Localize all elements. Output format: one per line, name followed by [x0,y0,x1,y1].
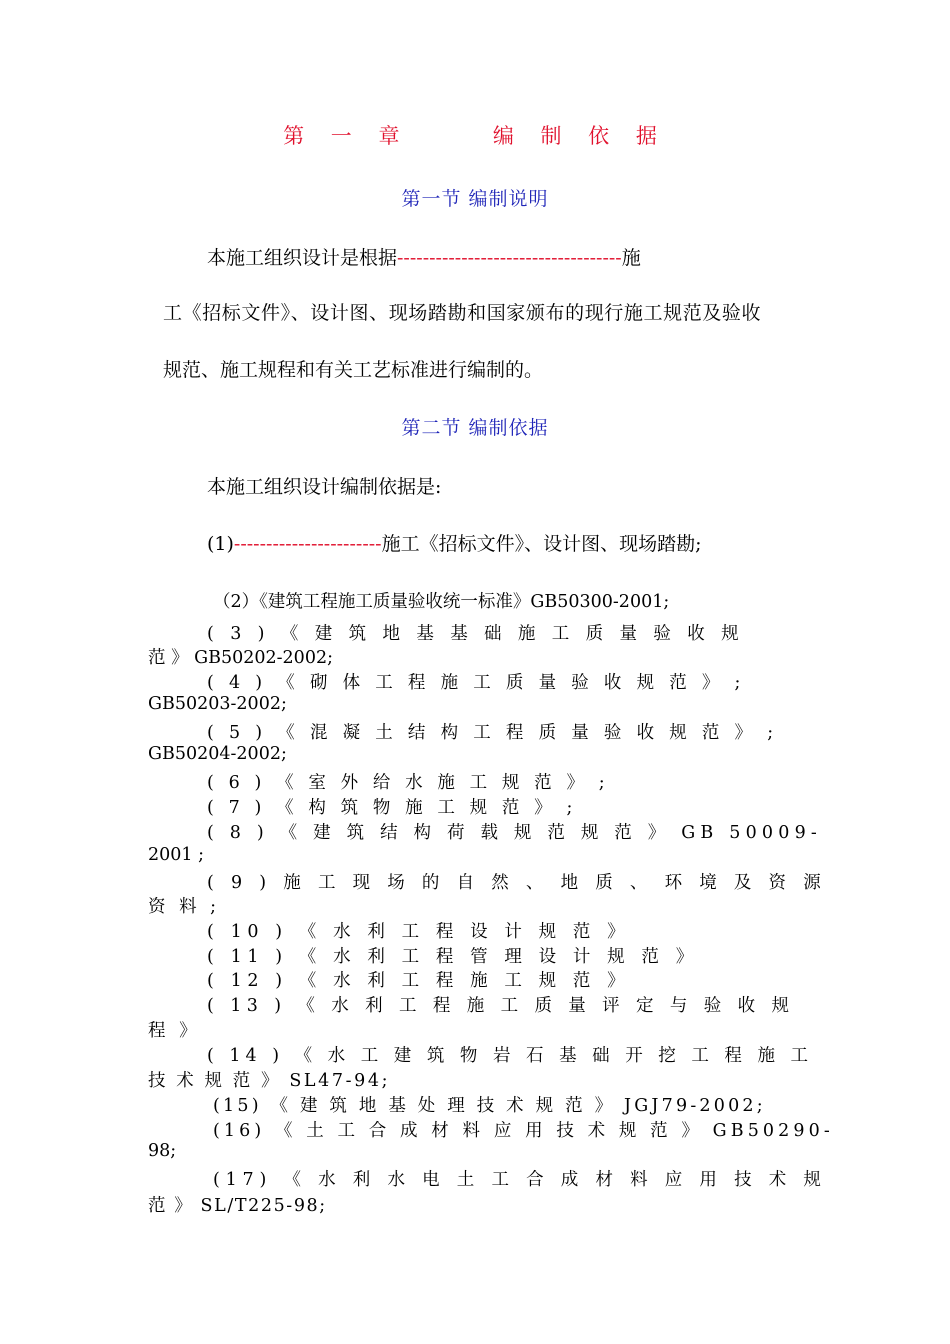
basis-item-12: ( 12 ) 《 水 利 工 程 施 工 规 范 》 [207,971,631,991]
basis-item-4-line-1: ( 4 ) 《 砌 体 工 程 施 工 质 量 验 收 规 范 》 ; [207,673,746,693]
basis-item-8-line-2: 2001 ; [148,845,204,865]
section-1-paragraph-line-3: 规范、施工规程和有关工艺标准进行编制的。 [163,359,544,381]
item-number: (1) [207,533,234,555]
basis-item-9-line-2: 资 料 ; [148,897,221,917]
basis-item-17-line-1: (17) 《 水 利 水 电 土 工 合 成 材 料 应 用 技 术 规 [213,1170,827,1190]
chapter-title: 第 一 章 编 制 依 据 [283,124,667,148]
basis-item-2: （2）《建筑工程施工质量验收统一标准》GB50300-2001; [213,592,670,612]
basis-item-6: ( 6 ) 《 室 外 给 水 施 工 规 范 》 ; [207,773,610,793]
basis-item-3-line-2: 范 》 GB50202-2002; [148,648,333,668]
basis-item-8-line-1: ( 8 ) 《 建 筑 结 构 荷 载 规 范 规 范 》 GB 50009- [207,823,823,843]
basis-item-5-line-1: ( 5 ) 《 混 凝 土 结 构 工 程 质 量 验 收 规 范 》 ; [207,723,778,743]
basis-item-3-line-1: ( 3 ) 《 建 筑 地 基 基 础 施 工 质 量 验 收 规 [207,624,744,644]
basis-item-16-line-2: 98; [148,1141,177,1161]
basis-item-9-line-1: ( 9 ) 施 工 现 场 的 自 然 、 地 质 、 环 境 及 资 源 [207,873,827,893]
basis-item-13-line-2: 程 》 [148,1021,201,1041]
blank-dashes: ----------------------- [233,533,382,555]
section-1-paragraph-line-1 [207,243,641,270]
paragraph-text-end: 施 [621,247,641,269]
basis-item-13-line-1: ( 13 ) 《 水 利 工 程 施 工 质 量 评 定 与 验 收 规 [207,996,795,1016]
basis-item-11: ( 11 ) 《 水 利 工 程 管 理 设 计 规 范 》 [207,947,699,967]
basis-item-14-line-1: ( 14 ) 《 水 工 建 筑 物 岩 石 基 础 开 挖 工 程 施 工 [207,1046,814,1066]
basis-item-15: (15) 《 建 筑 地 基 处 理 技 术 规 范 》 JGJ79-2002; [213,1096,766,1116]
basis-item-5-line-2: GB50204-2002; [148,744,287,764]
basis-item-4-line-2: GB50203-2002; [148,694,287,714]
section-2-intro: 本施工组织设计编制依据是: [207,476,442,498]
basis-item-14-line-2: 技 术 规 范 》 SL47-94; [148,1071,391,1091]
paragraph-text: 本施工组织设计是根据 [207,247,398,269]
section-1-title: 第一节 编制说明 [401,188,549,210]
section-2-title: 第二节 编制依据 [401,417,549,439]
basis-item-1 [207,529,702,556]
basis-item-7: ( 7 ) 《 构 筑 物 施 工 规 范 》 ; [207,798,577,818]
basis-item-10: ( 10 ) 《 水 利 工 程 设 计 规 范 》 [207,922,631,942]
basis-item-16-line-1: (16) 《 土 工 合 成 材 料 应 用 技 术 规 范 》 GB50290- [213,1121,834,1141]
item-text: 施工《招标文件》、设计图、现场踏勘; [381,533,702,555]
basis-item-17-line-2: 范 》 SL/T225-98; [148,1196,327,1216]
section-1-paragraph-line-2: 工《招标文件》、设计图、现场踏勘和国家颁布的现行施工规范及验收 [163,302,762,324]
blank-dashes: ----------------------------------- [397,247,622,269]
